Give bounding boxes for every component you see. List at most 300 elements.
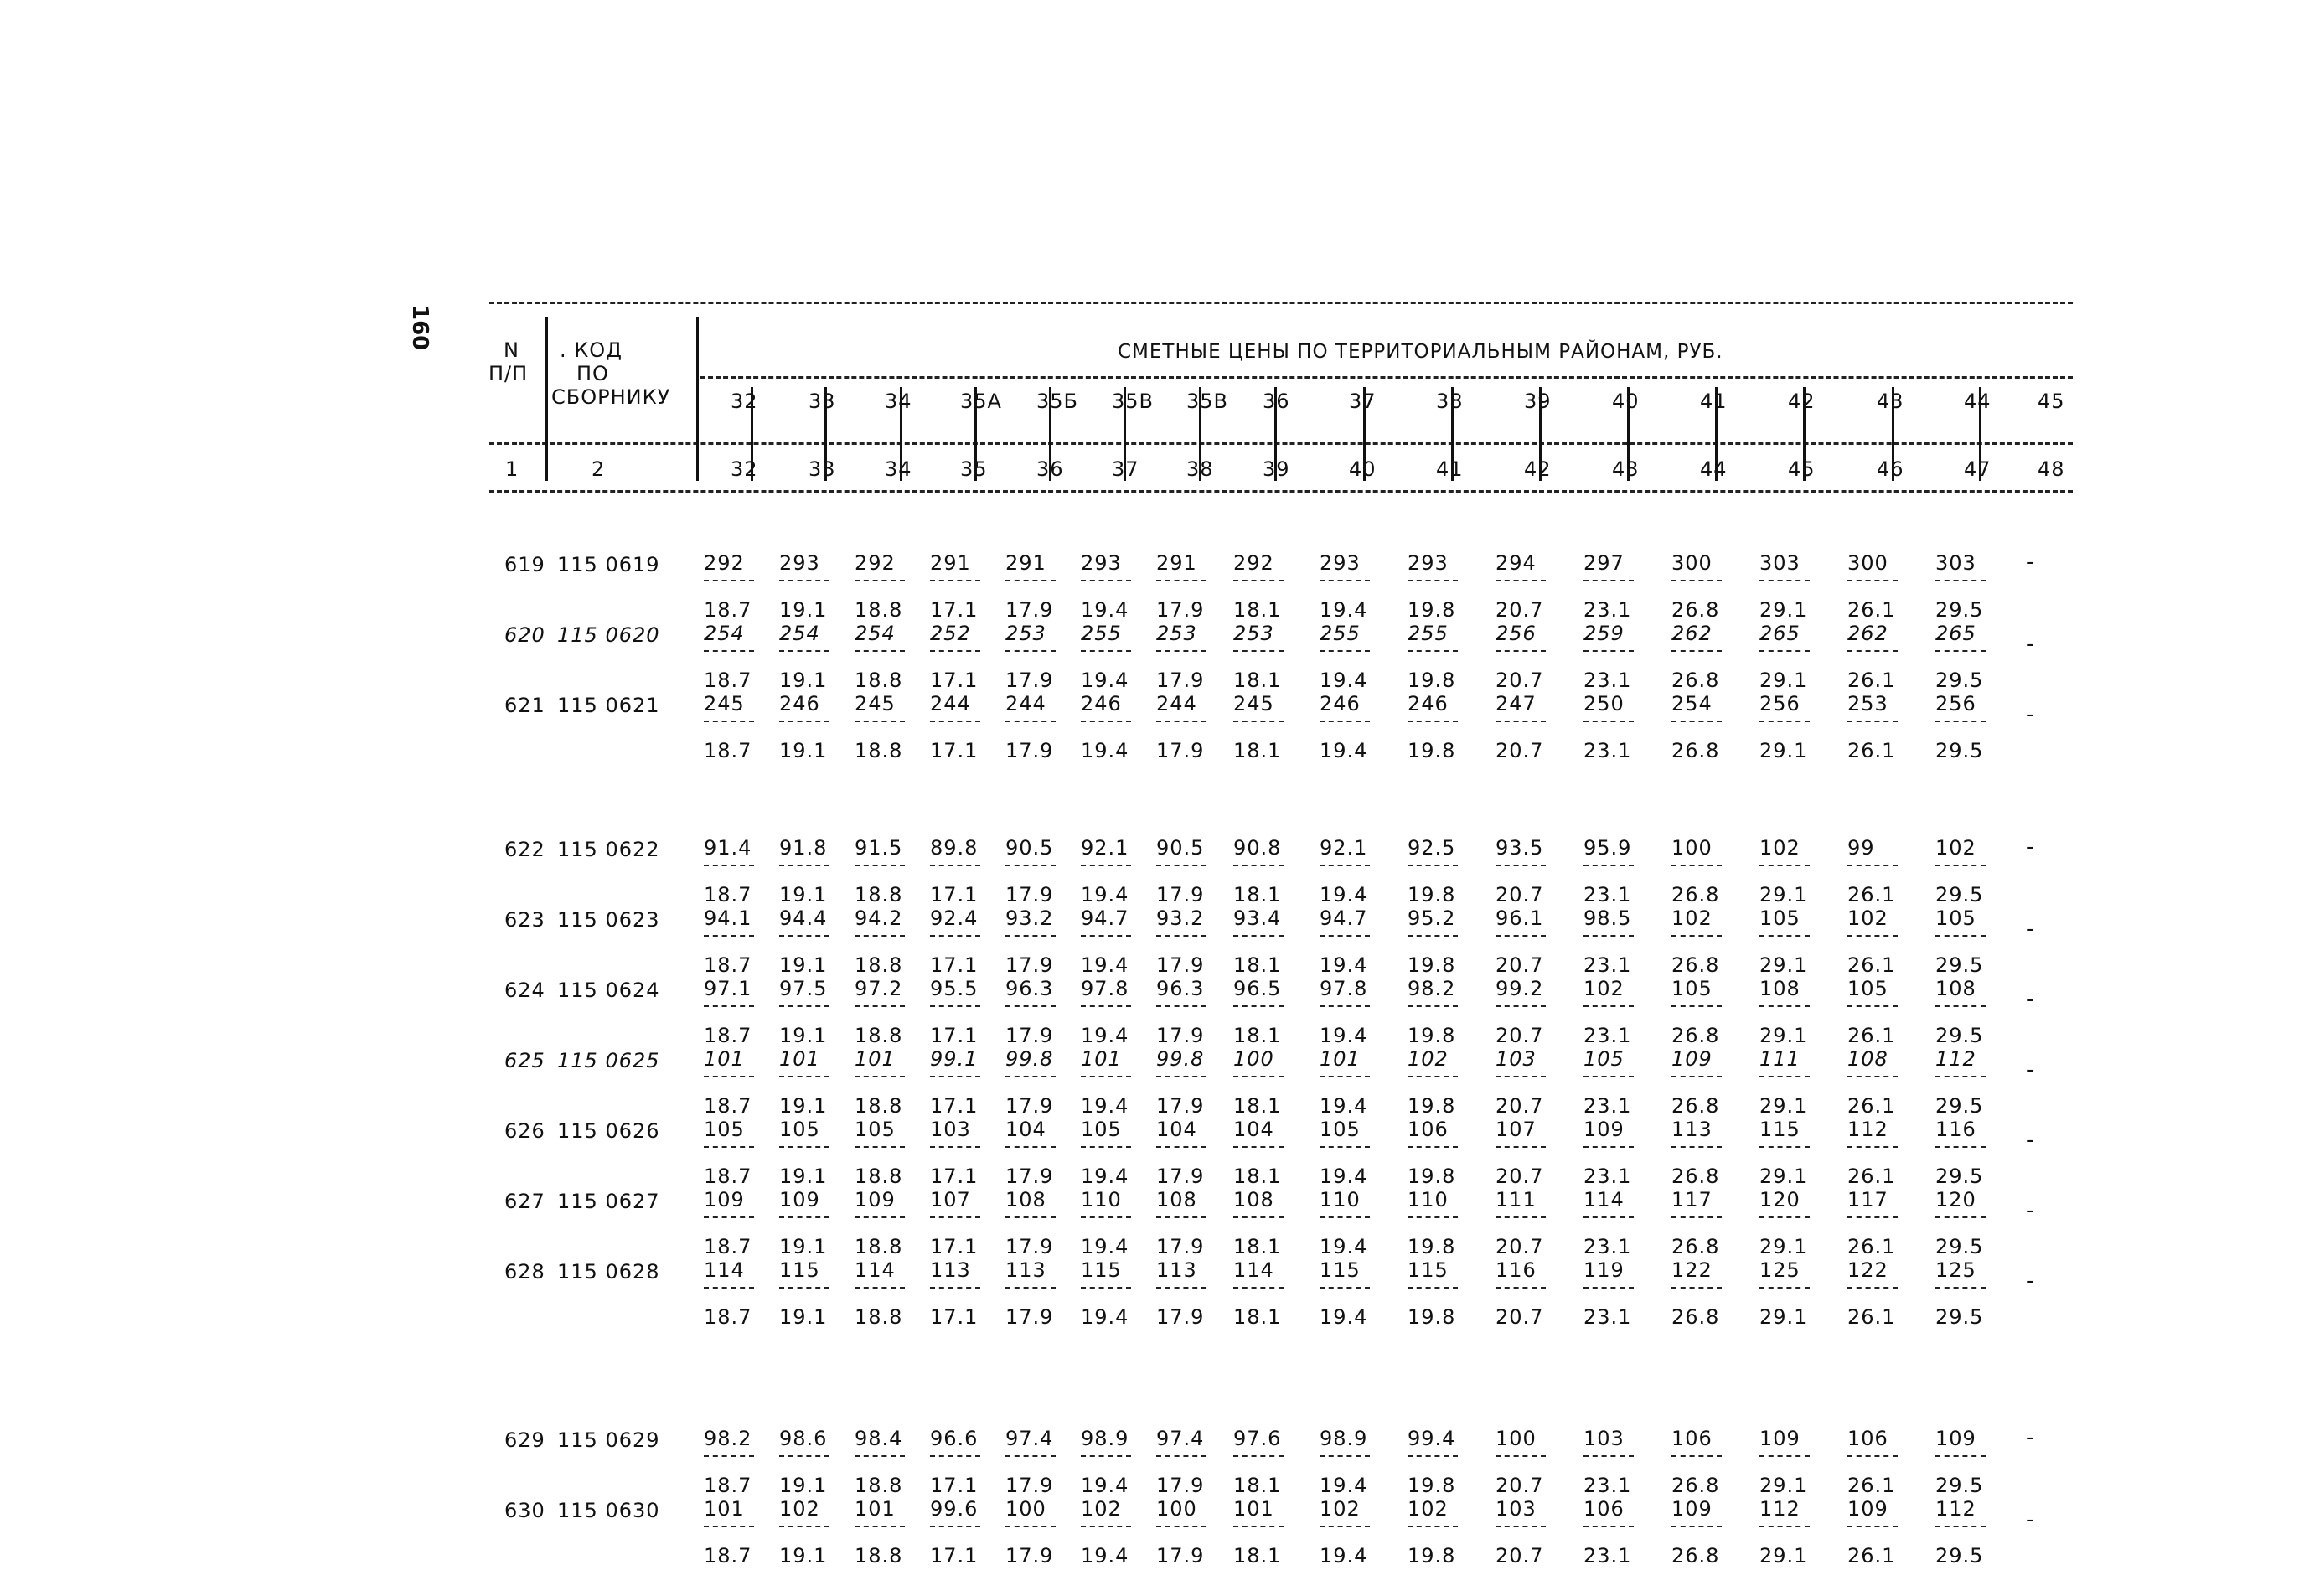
fraction-rule <box>779 1216 829 1218</box>
price-cell: 104 <box>1156 1118 1197 1141</box>
price-cell: 105 <box>1320 1118 1361 1141</box>
row-code: 115 0624 <box>557 979 660 1002</box>
price-cell: 107 <box>930 1188 971 1211</box>
index-cell: 17.9 <box>1005 669 1054 692</box>
price-cell: 105 <box>779 1118 820 1141</box>
fraction-rule <box>1320 1526 1370 1527</box>
page-number: 160 <box>407 305 432 351</box>
price-cell: 254 <box>855 622 896 645</box>
fraction-rule <box>1847 1005 1898 1007</box>
fraction-rule <box>1320 1287 1370 1289</box>
price-cell: 102 <box>1671 906 1713 930</box>
index-cell: 19.4 <box>1081 883 1129 906</box>
row-number: 620 <box>504 623 545 647</box>
row-number: 625 <box>504 1049 545 1072</box>
index-cell: 29.5 <box>1935 1165 1984 1188</box>
fraction-rule <box>1156 721 1206 722</box>
fraction-rule <box>930 650 980 652</box>
index-cell: 19.8 <box>1408 1305 1456 1329</box>
region-code-0: 32 <box>731 390 758 413</box>
fraction-rule <box>1496 1216 1546 1218</box>
fraction-rule <box>1233 1526 1284 1527</box>
fraction-rule <box>1496 1005 1546 1007</box>
fraction-rule <box>1847 721 1898 722</box>
fraction-rule <box>930 1005 980 1007</box>
price-cell: 120 <box>1935 1188 1976 1211</box>
price-cell: 90.5 <box>1005 836 1054 860</box>
price-cell: 265 <box>1935 622 1976 645</box>
price-cell: 97.8 <box>1320 977 1368 1000</box>
index-cell: 18.8 <box>855 1094 903 1118</box>
fraction-rule <box>930 865 980 866</box>
price-cell: 114 <box>704 1258 745 1282</box>
index-cell: 19.8 <box>1408 883 1456 906</box>
price-cell: 244 <box>1005 692 1046 715</box>
fraction-rule <box>1233 1076 1284 1077</box>
index-cell: 26.1 <box>1847 1474 1896 1497</box>
price-cell: 254 <box>1671 692 1713 715</box>
fraction-rule <box>1005 580 1056 581</box>
price-cell: 113 <box>1156 1258 1197 1282</box>
index-cell: 18.8 <box>855 1235 903 1258</box>
fraction-rule <box>1935 865 1986 866</box>
price-cell: 90.5 <box>1156 836 1205 860</box>
index-cell: 29.5 <box>1935 669 1984 692</box>
index-cell: 18.1 <box>1233 953 1282 977</box>
fraction-rule <box>1496 1076 1546 1077</box>
index-cell: 26.1 <box>1847 953 1896 977</box>
price-cell: 94.7 <box>1081 906 1129 930</box>
price-cell: 109 <box>1935 1427 1976 1450</box>
price-cell: 246 <box>1408 692 1449 715</box>
column-number-15: 45 <box>1788 457 1816 481</box>
fraction-rule <box>1408 1455 1458 1457</box>
fraction-rule <box>1233 650 1284 652</box>
price-cell: 112 <box>1935 1047 1976 1071</box>
price-cell: 116 <box>1496 1258 1537 1282</box>
index-cell: 19.1 <box>779 1165 828 1188</box>
fraction-rule <box>704 1287 754 1289</box>
index-cell: 18.7 <box>704 669 752 692</box>
fraction-rule <box>1156 1005 1206 1007</box>
price-cell: 262 <box>1847 622 1888 645</box>
index-cell: 29.1 <box>1759 1165 1808 1188</box>
price-cell: 110 <box>1081 1188 1122 1211</box>
index-cell: 20.7 <box>1496 1094 1544 1118</box>
fraction-rule <box>704 1146 754 1148</box>
fraction-rule <box>1671 865 1722 866</box>
fraction-rule <box>1081 1526 1131 1527</box>
index-cell: 17.1 <box>930 669 979 692</box>
price-cell: 98.9 <box>1320 1427 1368 1450</box>
price-cell: 93.5 <box>1496 836 1544 860</box>
fraction-rule <box>1233 1146 1284 1148</box>
column-number-17: 47 <box>1964 457 1992 481</box>
price-cell: 292 <box>704 551 745 575</box>
price-cell: 96.3 <box>1156 977 1205 1000</box>
empty-cell-dash: - <box>2026 1128 2034 1153</box>
price-cell: 99.6 <box>930 1497 979 1521</box>
region-code-12: 41 <box>1700 390 1728 413</box>
row-number: 624 <box>504 979 545 1002</box>
price-cell: 107 <box>1496 1118 1537 1141</box>
fraction-rule <box>930 1076 980 1077</box>
price-cell: 93.4 <box>1233 906 1282 930</box>
price-cell: 112 <box>1847 1118 1888 1141</box>
fraction-rule <box>1233 1216 1284 1218</box>
price-cell: 109 <box>1671 1497 1713 1521</box>
fraction-rule <box>855 1455 905 1457</box>
fraction-rule <box>1005 1005 1056 1007</box>
fraction-rule <box>1005 1216 1056 1218</box>
price-cell: 294 <box>1496 551 1537 575</box>
price-cell: 113 <box>930 1258 971 1282</box>
fraction-rule <box>1005 1076 1056 1077</box>
index-cell: 19.4 <box>1081 1474 1129 1497</box>
fraction-rule <box>1935 1005 1986 1007</box>
price-cell: 92.4 <box>930 906 979 930</box>
index-cell: 29.1 <box>1759 1544 1808 1568</box>
price-cell: 117 <box>1671 1188 1713 1211</box>
price-cell: 99.2 <box>1496 977 1544 1000</box>
fraction-rule <box>1408 1216 1458 1218</box>
price-cell: 99.8 <box>1156 1047 1205 1071</box>
fraction-rule <box>930 1287 980 1289</box>
price-cell: 113 <box>1005 1258 1046 1282</box>
index-cell: 19.4 <box>1081 953 1129 977</box>
fraction-rule <box>704 1455 754 1457</box>
fraction-rule <box>930 935 980 937</box>
fraction-rule <box>779 1005 829 1007</box>
row-code: 115 0619 <box>557 553 660 576</box>
index-cell: 20.7 <box>1496 1024 1544 1047</box>
price-cell: 105 <box>1759 906 1800 930</box>
fraction-rule <box>1005 650 1056 652</box>
fraction-rule <box>1759 1076 1810 1077</box>
index-cell: 18.7 <box>704 598 752 622</box>
price-cell: 94.2 <box>855 906 903 930</box>
fraction-rule <box>1847 1287 1898 1289</box>
price-cell: 110 <box>1408 1188 1449 1211</box>
region-code-7: 36 <box>1263 390 1290 413</box>
row-code: 115 0627 <box>557 1190 660 1213</box>
fraction-rule <box>1759 580 1810 581</box>
index-cell: 26.8 <box>1671 1165 1720 1188</box>
price-cell: 108 <box>1005 1188 1046 1211</box>
fraction-rule <box>704 865 754 866</box>
fraction-rule <box>704 580 754 581</box>
fraction-rule <box>1583 1005 1634 1007</box>
fraction-rule <box>855 1076 905 1077</box>
index-cell: 18.7 <box>704 1094 752 1118</box>
region-code-10: 39 <box>1524 390 1552 413</box>
price-cell: 103 <box>1583 1427 1625 1450</box>
region-code-6: 35В <box>1186 390 1229 413</box>
index-cell: 23.1 <box>1583 669 1632 692</box>
price-cell: 105 <box>1935 906 1976 930</box>
fraction-rule <box>1081 721 1131 722</box>
column-number-14: 44 <box>1700 457 1728 481</box>
fraction-rule <box>1671 1455 1722 1457</box>
index-cell: 29.1 <box>1759 598 1808 622</box>
index-cell: 19.4 <box>1081 1305 1129 1329</box>
fraction-rule <box>1583 935 1634 937</box>
index-cell: 20.7 <box>1496 953 1544 977</box>
fraction-rule <box>1408 1146 1458 1148</box>
index-cell: 17.9 <box>1005 883 1054 906</box>
fraction-rule <box>779 865 829 866</box>
header-n: N <box>504 338 519 362</box>
fraction-rule <box>1081 865 1131 866</box>
price-cell: 97.6 <box>1233 1427 1282 1450</box>
header-divider-2 <box>696 317 699 481</box>
index-cell: 20.7 <box>1496 598 1544 622</box>
price-cell: 100 <box>1496 1427 1537 1450</box>
price-cell: 92.1 <box>1320 836 1368 860</box>
price-cell: 96.3 <box>1005 977 1054 1000</box>
row-code: 115 0630 <box>557 1499 660 1522</box>
price-cell: 96.6 <box>930 1427 979 1450</box>
index-cell: 29.5 <box>1935 1235 1984 1258</box>
header-divider-1 <box>545 317 548 481</box>
fraction-rule <box>1583 1216 1634 1218</box>
fraction-rule <box>1847 1146 1898 1148</box>
column-number-5: 35 <box>960 457 988 481</box>
price-cell: 122 <box>1671 1258 1713 1282</box>
fraction-rule <box>1320 1146 1370 1148</box>
price-cell: 100 <box>1005 1497 1046 1521</box>
price-cell: 109 <box>1847 1497 1888 1521</box>
price-cell: 117 <box>1847 1188 1888 1211</box>
fraction-rule <box>1081 1455 1131 1457</box>
price-cell: 297 <box>1583 551 1625 575</box>
fraction-rule <box>1496 650 1546 652</box>
fraction-rule <box>1759 1216 1810 1218</box>
index-cell: 18.7 <box>704 739 752 762</box>
price-cell: 106 <box>1408 1118 1449 1141</box>
fraction-rule <box>1005 935 1056 937</box>
fraction-rule <box>1496 1287 1546 1289</box>
fraction-rule <box>1847 935 1898 937</box>
price-cell: 91.8 <box>779 836 828 860</box>
fraction-rule <box>1408 935 1458 937</box>
fraction-rule <box>1320 1076 1370 1077</box>
index-cell: 17.9 <box>1005 953 1054 977</box>
index-cell: 19.1 <box>779 1094 828 1118</box>
price-cell: 98.2 <box>1408 977 1456 1000</box>
column-number-9: 39 <box>1263 457 1290 481</box>
column-number-4: 34 <box>885 457 912 481</box>
fraction-rule <box>1005 1146 1056 1148</box>
fraction-rule <box>1935 1287 1986 1289</box>
fraction-rule <box>1671 1076 1722 1077</box>
index-cell: 17.9 <box>1156 669 1205 692</box>
index-cell: 29.1 <box>1759 669 1808 692</box>
index-cell: 19.4 <box>1320 1024 1368 1047</box>
price-cell: 246 <box>1081 692 1122 715</box>
index-cell: 19.4 <box>1320 953 1368 977</box>
row-number: 622 <box>504 838 545 861</box>
empty-cell-dash: - <box>2026 702 2034 727</box>
fraction-rule <box>1583 1146 1634 1148</box>
index-cell: 19.4 <box>1081 1094 1129 1118</box>
index-cell: 17.9 <box>1156 1235 1205 1258</box>
index-cell: 18.7 <box>704 953 752 977</box>
fraction-rule <box>1935 1526 1986 1527</box>
price-cell: 102 <box>1847 906 1888 930</box>
index-cell: 19.1 <box>779 953 828 977</box>
index-cell: 20.7 <box>1496 1165 1544 1188</box>
row-code: 115 0626 <box>557 1119 660 1143</box>
fraction-rule <box>930 1146 980 1148</box>
index-cell: 20.7 <box>1496 739 1544 762</box>
price-cell: 246 <box>779 692 820 715</box>
price-cell: 291 <box>930 551 971 575</box>
index-cell: 19.1 <box>779 598 828 622</box>
header-top-rule <box>489 302 2073 304</box>
index-cell: 18.8 <box>855 1165 903 1188</box>
row-code: 115 0629 <box>557 1428 660 1452</box>
region-code-14: 43 <box>1877 390 1904 413</box>
price-cell: 125 <box>1759 1258 1800 1282</box>
fraction-rule <box>704 1216 754 1218</box>
index-cell: 20.7 <box>1496 1544 1544 1568</box>
price-cell: 112 <box>1759 1497 1800 1521</box>
empty-cell-dash: - <box>2026 1507 2034 1532</box>
index-cell: 17.9 <box>1005 1305 1054 1329</box>
index-cell: 20.7 <box>1496 1474 1544 1497</box>
price-cell: 96.1 <box>1496 906 1544 930</box>
price-cell: 255 <box>1081 622 1122 645</box>
index-cell: 18.1 <box>1233 669 1282 692</box>
index-cell: 29.1 <box>1759 1024 1808 1047</box>
index-cell: 18.7 <box>704 1165 752 1188</box>
price-cell: 108 <box>1847 1047 1888 1071</box>
price-cell: 99.4 <box>1408 1427 1456 1450</box>
index-cell: 26.8 <box>1671 1235 1720 1258</box>
price-cell: 292 <box>1233 551 1274 575</box>
fraction-rule <box>704 935 754 937</box>
price-cell: 265 <box>1759 622 1800 645</box>
index-cell: 17.9 <box>1156 1544 1205 1568</box>
index-cell: 19.4 <box>1320 1235 1368 1258</box>
price-cell: 111 <box>1496 1188 1537 1211</box>
fraction-rule <box>1583 650 1634 652</box>
price-cell: 293 <box>1320 551 1361 575</box>
index-cell: 23.1 <box>1583 739 1632 762</box>
index-cell: 19.4 <box>1320 598 1368 622</box>
row-number: 623 <box>504 908 545 932</box>
index-cell: 29.1 <box>1759 1094 1808 1118</box>
price-cell: 109 <box>1671 1047 1713 1071</box>
index-cell: 17.9 <box>1156 1024 1205 1047</box>
index-cell: 29.5 <box>1935 883 1984 906</box>
fraction-rule <box>1320 580 1370 581</box>
price-cell: 247 <box>1496 692 1537 715</box>
price-cell: 105 <box>1583 1047 1625 1071</box>
fraction-rule <box>1233 1455 1284 1457</box>
fraction-rule <box>1320 650 1370 652</box>
fraction-rule <box>855 650 905 652</box>
index-cell: 19.4 <box>1081 1165 1129 1188</box>
price-cell: 104 <box>1005 1118 1046 1141</box>
index-cell: 19.8 <box>1408 953 1456 977</box>
fraction-rule <box>1156 1526 1206 1527</box>
index-cell: 26.8 <box>1671 1024 1720 1047</box>
empty-cell-dash: - <box>2026 1057 2034 1082</box>
empty-cell-dash: - <box>2026 987 2034 1012</box>
price-cell: 114 <box>1233 1258 1274 1282</box>
price-cell: 255 <box>1408 622 1449 645</box>
index-cell: 19.4 <box>1081 1544 1129 1568</box>
price-cell: 255 <box>1320 622 1361 645</box>
row-number: 627 <box>504 1190 545 1213</box>
price-cell: 98.2 <box>704 1427 752 1450</box>
index-cell: 18.8 <box>855 1305 903 1329</box>
price-cell: 101 <box>855 1047 896 1071</box>
price-cell: 256 <box>1935 692 1976 715</box>
price-cell: 100 <box>1671 836 1713 860</box>
fraction-rule <box>1583 1455 1634 1457</box>
price-cell: 100 <box>1156 1497 1197 1521</box>
fraction-rule <box>930 1526 980 1527</box>
index-cell: 18.1 <box>1233 1024 1282 1047</box>
fraction-rule <box>1005 1455 1056 1457</box>
index-cell: 26.1 <box>1847 669 1896 692</box>
fraction-rule <box>1759 1287 1810 1289</box>
fraction-rule <box>1759 1455 1810 1457</box>
fraction-rule <box>1408 865 1458 866</box>
index-cell: 23.1 <box>1583 883 1632 906</box>
price-cell: 94.7 <box>1320 906 1368 930</box>
price-cell: 244 <box>930 692 971 715</box>
fraction-rule <box>855 1287 905 1289</box>
fraction-rule <box>1935 721 1986 722</box>
index-cell: 19.8 <box>1408 1094 1456 1118</box>
index-cell: 19.4 <box>1320 1165 1368 1188</box>
fraction-rule <box>1233 1005 1284 1007</box>
price-cell: 122 <box>1847 1258 1888 1282</box>
index-cell: 17.9 <box>1005 1235 1054 1258</box>
index-cell: 17.1 <box>930 1305 979 1329</box>
fraction-rule <box>1081 580 1131 581</box>
row-code: 115 0622 <box>557 838 660 861</box>
index-cell: 19.8 <box>1408 1235 1456 1258</box>
index-cell: 23.1 <box>1583 1544 1632 1568</box>
fraction-rule <box>1583 580 1634 581</box>
index-cell: 29.1 <box>1759 739 1808 762</box>
fraction-rule <box>1583 1076 1634 1077</box>
index-cell: 18.1 <box>1233 1235 1282 1258</box>
fraction-rule <box>1671 580 1722 581</box>
price-cell: 98.5 <box>1583 906 1632 930</box>
fraction-rule <box>1759 1005 1810 1007</box>
fraction-rule <box>1081 650 1131 652</box>
price-cell: 109 <box>1759 1427 1800 1450</box>
fraction-rule <box>1496 721 1546 722</box>
index-cell: 26.8 <box>1671 669 1720 692</box>
index-cell: 19.1 <box>779 1544 828 1568</box>
fraction-rule <box>930 1216 980 1218</box>
index-cell: 18.7 <box>704 1544 752 1568</box>
fraction-rule <box>1935 1076 1986 1077</box>
price-cell: 293 <box>1081 551 1122 575</box>
index-cell: 20.7 <box>1496 883 1544 906</box>
fraction-rule <box>1847 580 1898 581</box>
price-cell: 119 <box>1583 1258 1625 1282</box>
column-number-16: 46 <box>1877 457 1904 481</box>
index-cell: 18.7 <box>704 883 752 906</box>
